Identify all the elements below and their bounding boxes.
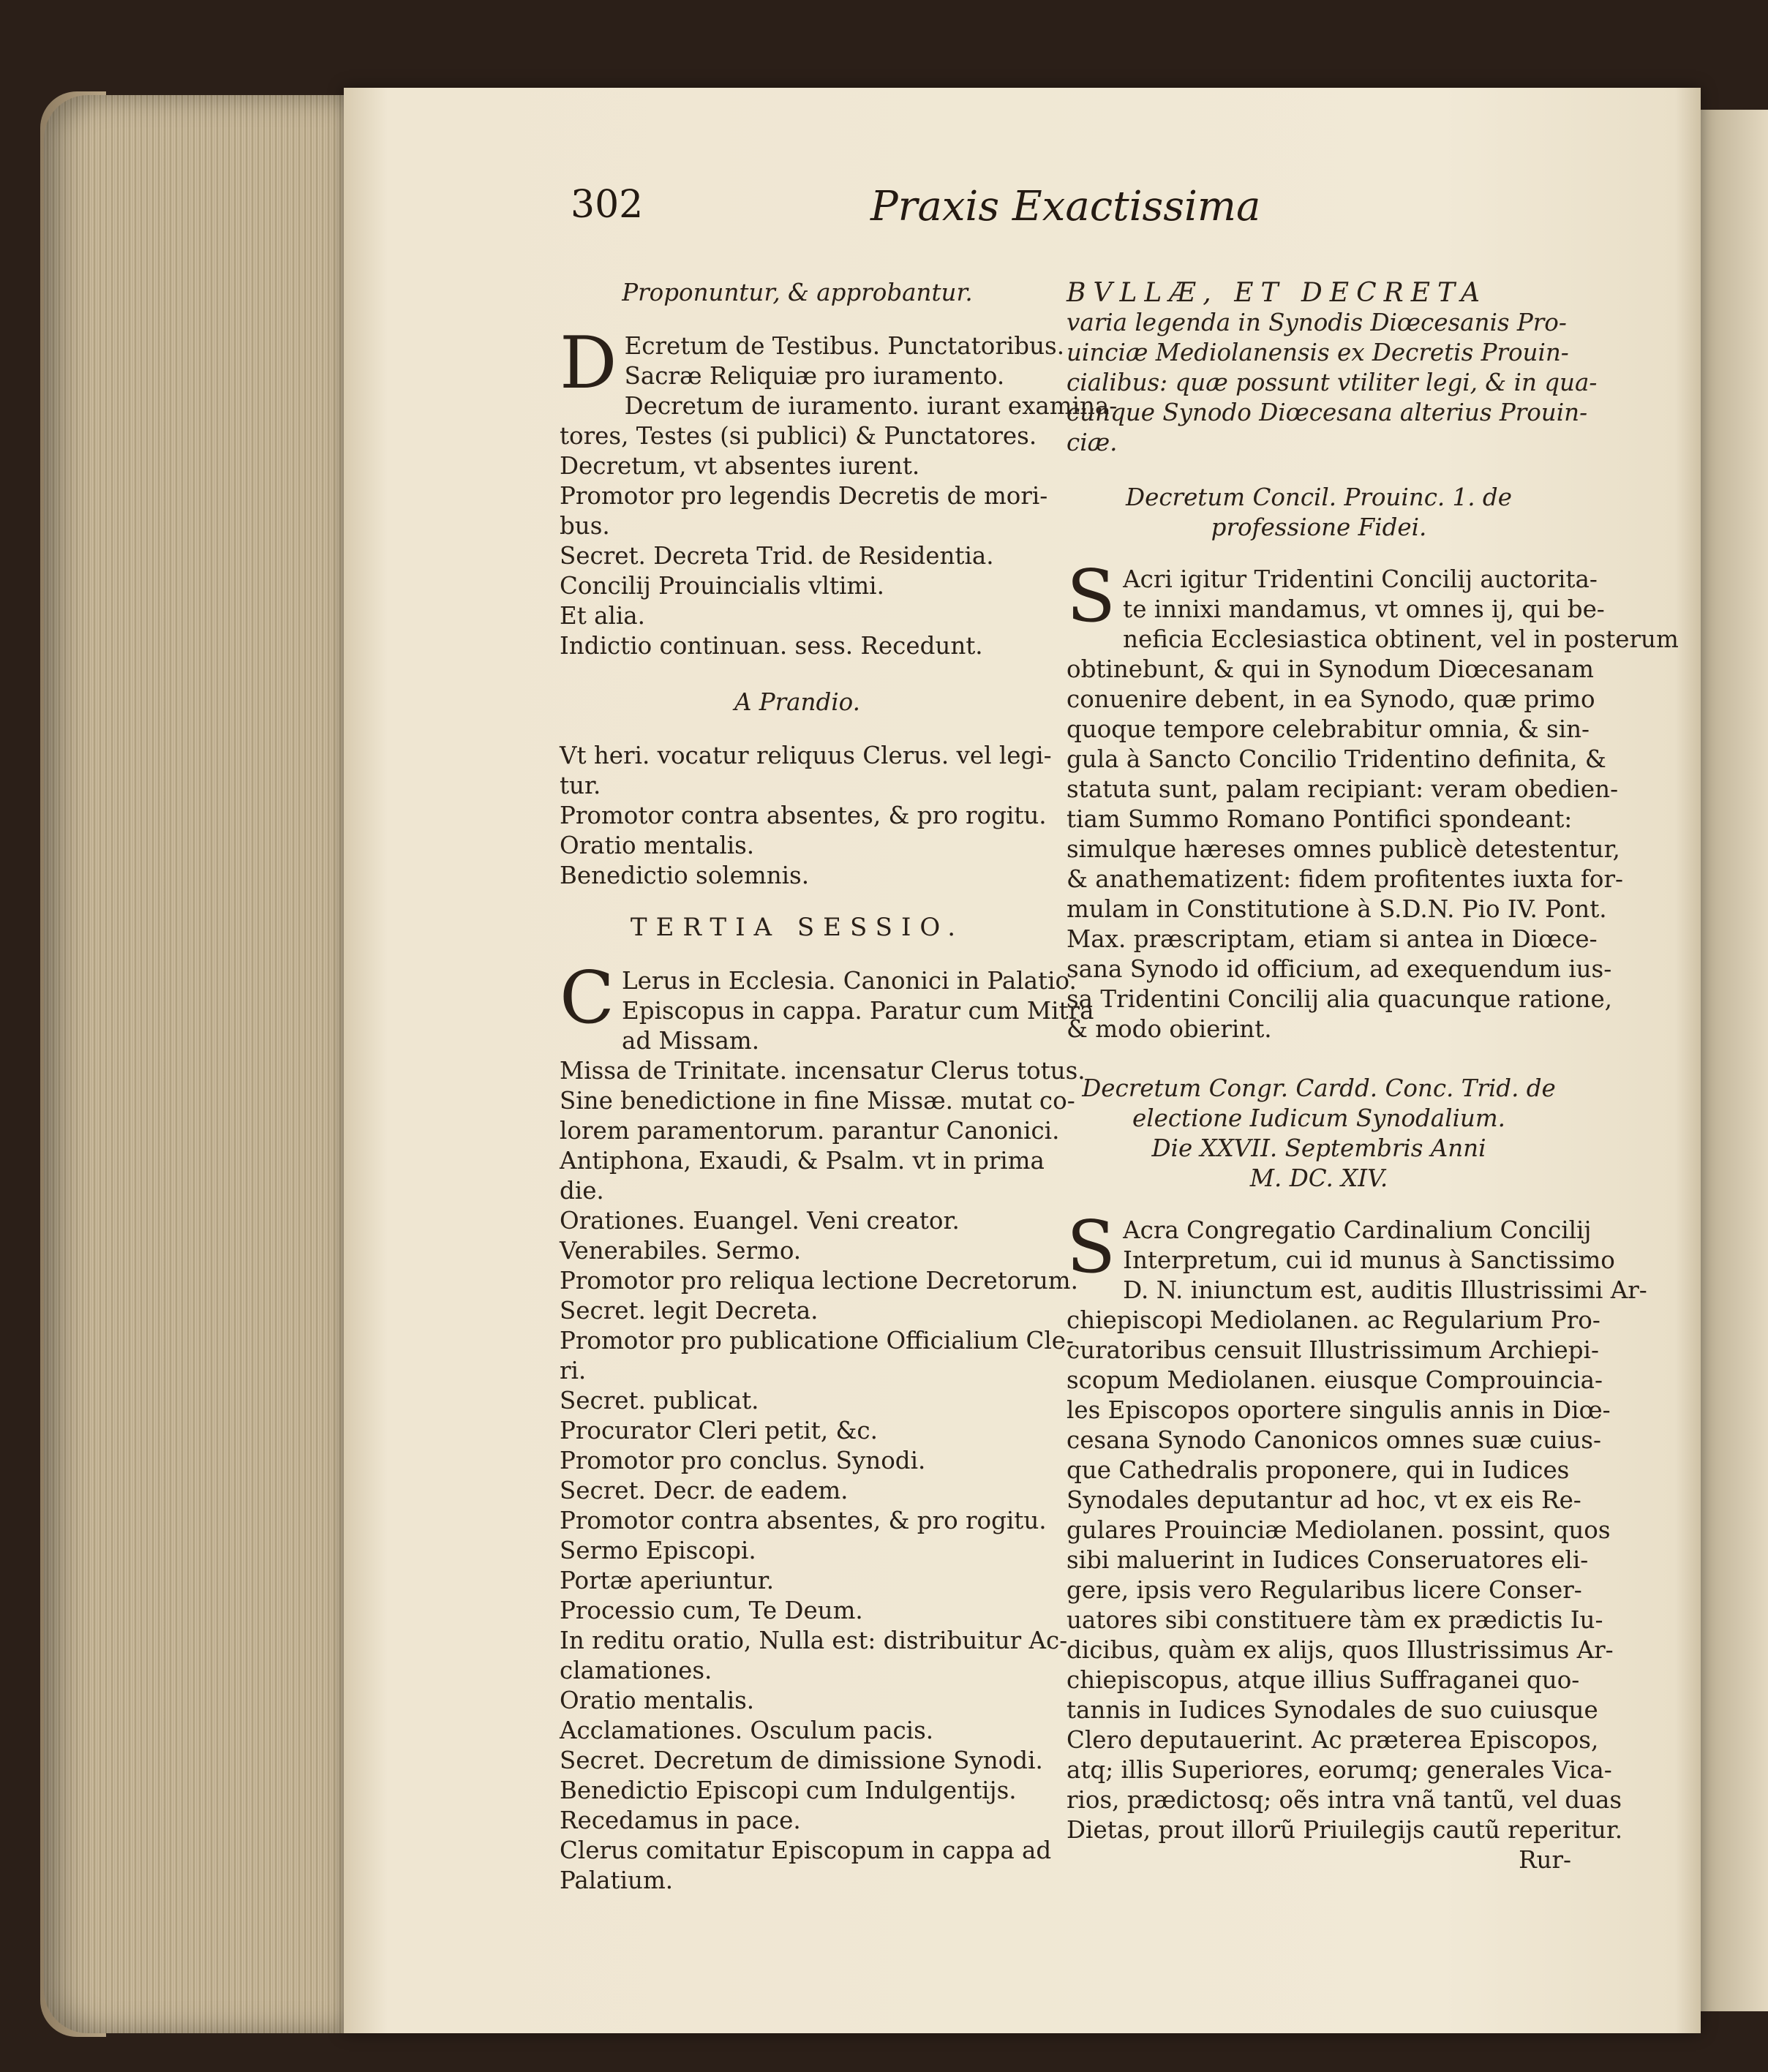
left-list-2-line: Oratio mentalis. — [560, 832, 755, 859]
left-list-3-line: lorem paramentorum. parantur Canonici. — [560, 1117, 1060, 1145]
left-list-3-line: Promotor pro conclus. Synodi. — [560, 1447, 926, 1474]
paragraph-1 — [1067, 555, 1679, 1044]
dropcap-s-2: S — [1067, 1206, 1116, 1289]
left-list-1-line: Secret. Decreta Trid. de Residentia. — [560, 542, 994, 570]
left-list-3-line: Promotor pro publicatione Officialium Cle- — [560, 1327, 1074, 1355]
left-list-1-line: Promotor pro legendis Decretis de mori- — [560, 482, 1048, 510]
paragraph-1-line: Acri igitur Tridentini Concilij auctorita- — [1123, 565, 1598, 593]
paragraph-2-line: que Cathedralis proponere, qui in Iudices — [1067, 1456, 1570, 1484]
paragraph-2-line: cesana Synodo Canonicos omnes suæ cuius- — [1067, 1426, 1601, 1454]
paragraph-2-line: gulares Prouinciæ Mediolanen. possint, quos — [1067, 1516, 1611, 1544]
paragraph-2-line: atq; illis Superiores, eorumq; generales Vica- — [1067, 1756, 1612, 1784]
paragraph-1-line: Max. præscriptam, etiam si antea in Diœce- — [1067, 925, 1598, 953]
dropcap-c: C — [560, 957, 614, 1040]
decretum-2-title-line: electione Iudicum Synodalium. — [1132, 1104, 1505, 1132]
left-list-3-line: clamationes. — [560, 1657, 712, 1684]
left-list-3-line: Benedictio Episcopi cum Indulgentijs. — [560, 1777, 1017, 1804]
left-list-3-line: Secret. legit Decreta. — [560, 1297, 819, 1325]
decretum-1-title-line: Decretum Concil. Prouinc. 1. de — [1126, 483, 1512, 511]
left-list-3 — [560, 957, 1094, 1896]
bullae-line: ciæ. — [1067, 429, 1118, 456]
dropcap-s-1: S — [1067, 555, 1116, 638]
paragraph-2-line: les Episcopos oportere singulis annis in Diœ- — [1067, 1396, 1611, 1424]
decretum-1-title — [1067, 483, 1571, 543]
running-title: Praxis Exactissima — [870, 183, 1261, 230]
paragraph-2-line: dicibus, quàm ex alijs, quos Illustrissimus Ar- — [1067, 1636, 1614, 1664]
decretum-2-title-line: Decretum Congr. Cardd. Conc. Trid. de — [1082, 1074, 1556, 1102]
left-list-3-line: Secret. Decretum de dimissione Synodi. — [560, 1747, 1043, 1774]
paragraph-2-line: tannis in Iudices Synodales de suo cuiusque — [1067, 1696, 1598, 1724]
left-list-3-line: Oratio mentalis. — [560, 1687, 755, 1714]
page-number: 302 — [571, 183, 644, 227]
left-list-3-line: Secret. Decr. de eadem. — [560, 1477, 849, 1504]
left-list-1-line: Decretum, vt absentes iurent. — [560, 452, 920, 480]
paragraph-1-line: simulque hæreses omnes publicè detestentur, — [1067, 835, 1620, 863]
left-list-3-line: Episcopus in cappa. Paratur cum Mitra — [621, 997, 1094, 1025]
left-list-3-line: Sermo Episcopi. — [560, 1537, 756, 1564]
left-list-3-line: Missa de Trinitate. incensatur Clerus totus. — [560, 1057, 1086, 1085]
left-list-3-line: Sine benedictione in fine Missæ. mutat co- — [560, 1087, 1075, 1115]
left-list-3-line: Processio cum, Te Deum. — [560, 1597, 863, 1624]
left-list-3-line: Secret. publicat. — [560, 1387, 759, 1414]
right-column — [1067, 278, 1679, 1875]
left-list-3-line: Palatium. — [560, 1866, 674, 1894]
left-list-3-line: Recedamus in pace. — [560, 1807, 801, 1834]
left-list-1-line: Indictio continuan. sess. Recedunt. — [560, 632, 983, 660]
paragraph-2-line: sibi maluerint in Iudices Conseruatores eli- — [1067, 1546, 1589, 1574]
paragraph-2 — [1067, 1206, 1647, 1845]
left-list-3-line: ad Missam. — [621, 1027, 760, 1055]
section-title: TERTIA SESSIO. — [630, 913, 965, 942]
paragraph-1-line: quoque tempore celebrabitur omnia, & sin- — [1067, 715, 1590, 743]
paragraph-1-line: obtinebunt, & qui in Synodum Diœcesanam — [1067, 655, 1594, 683]
paragraph-2-line: gere, ipsis vero Regularibus licere Conser- — [1067, 1576, 1582, 1604]
paragraph-1-line: mulam in Constitutione à S.D.N. Pio IV. Pont. — [1067, 895, 1607, 923]
left-list-1-line: Decretum de iuramento. iurant examina- — [624, 392, 1118, 420]
decretum-2-title — [1067, 1074, 1571, 1194]
left-list-2-line: tur. — [560, 772, 601, 799]
left-list-2-line: Promotor contra absentes, & pro rogitu. — [560, 802, 1047, 829]
left-list-3-line: Portæ aperiuntur. — [560, 1567, 775, 1594]
paragraph-1-line: & anathematizent: fidem profitentes iuxta for- — [1067, 865, 1623, 893]
left-list-2 — [560, 741, 1052, 891]
decretum-2-title-line: M. DC. XIV. — [1249, 1164, 1388, 1192]
left-list-3-line: In reditu oratio, Nulla est: distribuitur Ac- — [560, 1627, 1068, 1654]
paragraph-2-line: curatoribus censuit Illustrissimum Archiepi- — [1067, 1336, 1599, 1364]
paragraph-2-line: rios, prædictosq; oẽs intra vnã tantũ, vel duas — [1067, 1786, 1622, 1814]
paragraph-2-line: Interpretum, cui id munus à Sanctissimo — [1123, 1246, 1615, 1274]
paragraph-1-line: tiam Summo Romano Pontifici spondeant: — [1067, 805, 1573, 833]
dropcap-d: D — [560, 322, 617, 405]
bullae-lines — [1067, 308, 1598, 458]
bullae-line: varia legenda in Synodis Diœcesanis Pro- — [1067, 309, 1567, 336]
left-list-3-line: Promotor contra absentes, & pro rogitu. — [560, 1507, 1047, 1534]
paragraph-1-line: & modo obierint. — [1067, 1015, 1272, 1043]
left-list-3-line: Acclamationes. Osculum pacis. — [560, 1717, 934, 1744]
left-list-2-line: Benedictio solemnis. — [560, 862, 810, 889]
left-heading-2: A Prandio. — [734, 688, 861, 716]
left-list-3-line: Clerus comitatur Episcopum in cappa ad — [560, 1836, 1052, 1864]
bullae-line: uinciæ Mediolanensis ex Decretis Prouin- — [1067, 339, 1569, 366]
bullae-title: BVLLÆ, ET DECRETA — [1067, 278, 1488, 308]
paragraph-2-line: D. N. iniunctum est, auditis Illustrissimi Ar- — [1123, 1276, 1647, 1304]
bullae-line: cialibus: quæ possunt vtiliter legi, & in qua- — [1067, 369, 1598, 396]
left-list-3-line: Venerabiles. Sermo. — [560, 1237, 802, 1265]
paragraph-2-line: chiepiscopi Mediolanen. ac Regularium Pro- — [1067, 1306, 1600, 1334]
paragraph-1-lines — [1067, 555, 1679, 1044]
left-list-3-line: Antiphona, Exaudi, & Psalm. vt in prima — [560, 1147, 1045, 1175]
left-list-3-line: die. — [560, 1177, 604, 1205]
decretum-2-title-line: Die XXVII. Septembris Anni — [1151, 1134, 1486, 1162]
left-list-1-line: Concilij Prouincialis vltimi. — [560, 572, 884, 600]
paragraph-1-line: te innixi mandamus, vt omnes ij, qui be- — [1123, 595, 1605, 623]
left-list-1-line: Et alia. — [560, 602, 645, 630]
page-edges — [44, 95, 351, 2033]
left-list-3-line: Lerus in Ecclesia. Canonici in Palatio. — [621, 967, 1077, 995]
left-heading-1: Proponuntur, & approbantur. — [622, 279, 973, 306]
left-list-1-line: tores, Testes (si publici) & Punctatores. — [560, 422, 1037, 450]
paragraph-2-line: Acra Congregatio Cardinalium Concilij — [1123, 1216, 1592, 1244]
left-list-3-line: ri. — [560, 1357, 587, 1385]
paragraph-1-line: statuta sunt, palam recipiant: veram obedien- — [1067, 775, 1619, 803]
running-head — [571, 183, 1302, 234]
left-list-2-line: Vt heri. vocatur reliquus Clerus. vel legi- — [560, 742, 1052, 769]
left-list-3-line: Orationes. Euangel. Veni creator. — [560, 1207, 960, 1235]
left-list-3-lines — [560, 957, 1094, 1896]
paragraph-2-line: Clero deputauerint. Ac præterea Episcopos, — [1067, 1726, 1599, 1754]
paragraph-1-line: gula à Sancto Concilio Tridentino definita, & — [1067, 745, 1606, 773]
paragraph-1-line: conuenire debent, in ea Synodo, quæ primo — [1067, 685, 1595, 713]
bullae-line: cunque Synodo Diœcesana alterius Prouin- — [1067, 399, 1588, 426]
paragraph-2-line: uatores sibi constituere tàm ex prædictis Iu- — [1067, 1606, 1603, 1634]
paragraph-2-line: chiepiscopus, atque illius Suffraganei quo- — [1067, 1666, 1580, 1694]
left-list-1-line: Sacræ Reliquiæ pro iuramento. — [624, 362, 1005, 390]
paragraph-2-lines — [1067, 1206, 1647, 1845]
paragraph-2-line: Synodales deputantur ad hoc, vt ex eis Re- — [1067, 1486, 1581, 1514]
left-list-3-line: Procurator Cleri petit, &c. — [560, 1417, 878, 1444]
paragraph-2-line: scopum Mediolanen. eiusque Comprouincia- — [1067, 1366, 1603, 1394]
paragraph-1-line: sana Synodo id officium, ad exequendum ius- — [1067, 955, 1612, 983]
paragraph-2-line: Dietas, prout illorũ Priuilegijs cautũ reperitur. — [1067, 1816, 1623, 1844]
paragraph-1-line: neficia Ecclesiastica obtinent, vel in posterum — [1123, 625, 1679, 653]
catchword: Rur- — [1519, 1846, 1571, 1874]
left-list-1-line: bus. — [560, 512, 610, 540]
left-list-1-line: Ecretum de Testibus. Punctatoribus. — [624, 332, 1065, 360]
facing-page-edge — [1693, 110, 1768, 2011]
left-list-3-line: Promotor pro reliqua lectione Decretorum. — [560, 1267, 1078, 1295]
decretum-1-title-line: professione Fidei. — [1211, 513, 1427, 541]
paragraph-1-line: sa Tridentini Concilij alia quacunque ratione, — [1067, 985, 1613, 1013]
